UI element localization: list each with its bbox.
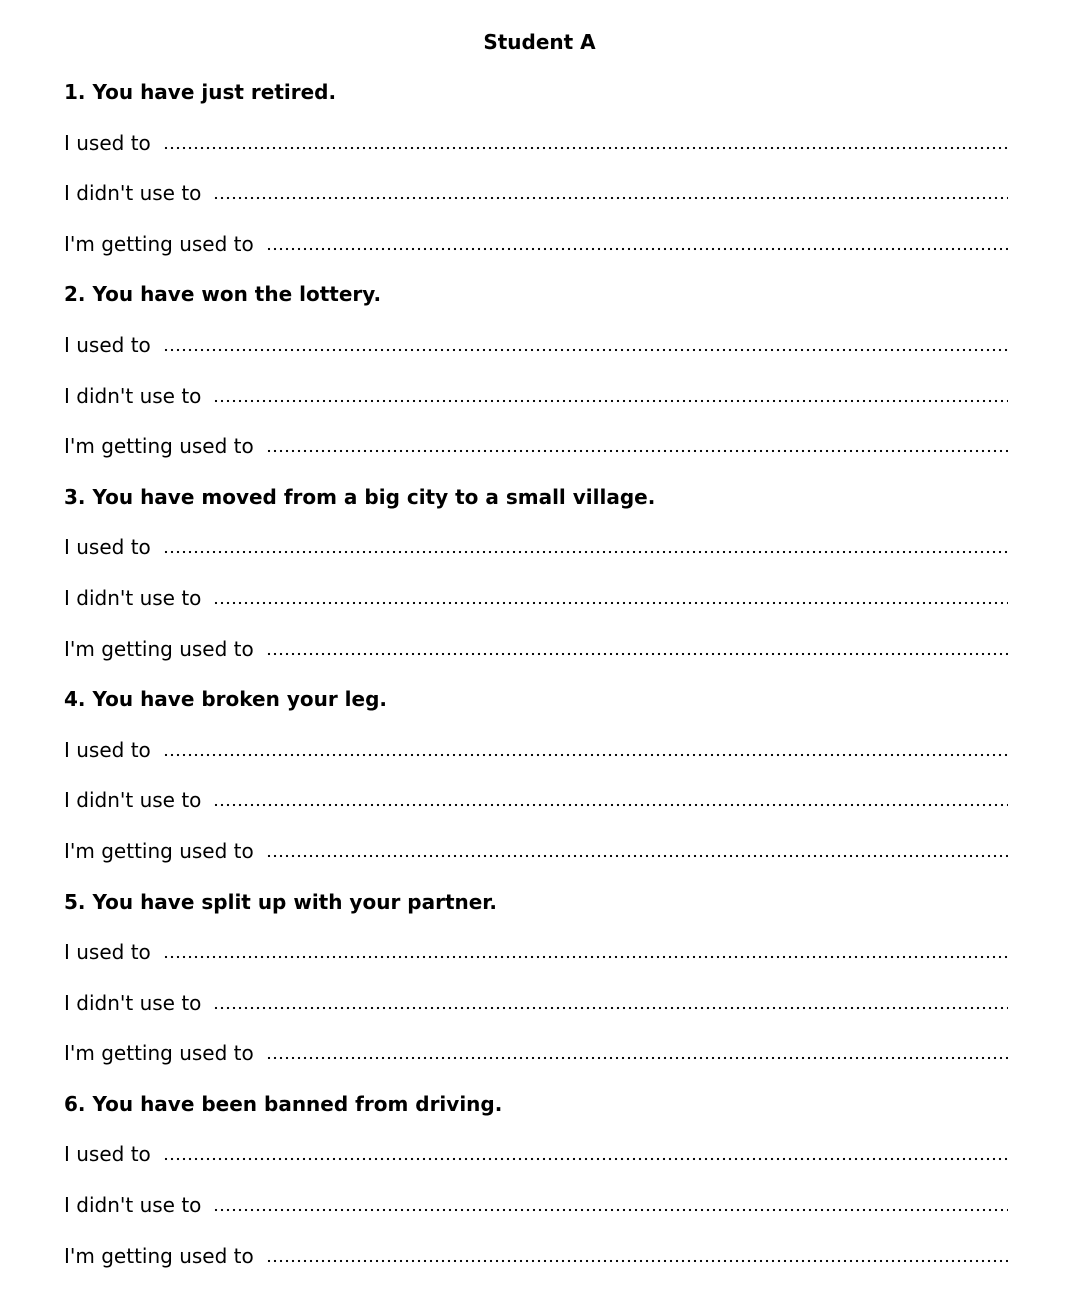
answer-blank[interactable] [213, 1207, 1008, 1213]
answer-blank[interactable] [266, 651, 1008, 657]
answer-line [64, 1191, 1008, 1219]
answer-line [64, 1140, 1008, 1168]
answer-blank[interactable] [163, 347, 1008, 353]
answer-line [64, 179, 1008, 207]
question-section [64, 78, 1008, 258]
question-heading: 2. You have won the lottery. [64, 282, 382, 307]
answer-line [64, 837, 1008, 865]
question-section [64, 888, 1008, 1068]
question-heading: 1. You have just retired. [64, 80, 337, 104]
question-section [64, 1090, 1008, 1270]
answer-line [64, 1039, 1008, 1067]
answer-line [64, 533, 1008, 561]
question-section [64, 280, 1008, 460]
prompt-label: I didn't use to [64, 383, 202, 408]
answer-line [64, 989, 1008, 1017]
answer-blank[interactable] [163, 752, 1008, 758]
answer-blank[interactable] [266, 246, 1008, 252]
answer-blank[interactable] [213, 600, 1008, 606]
answer-line [64, 584, 1008, 612]
prompt-label: I used to [64, 130, 151, 155]
answer-line [64, 432, 1008, 460]
answer-blank[interactable] [213, 1005, 1008, 1011]
prompt-label: I didn't use to [64, 181, 202, 206]
prompt-label: I'm getting used to [64, 1243, 254, 1268]
answer-blank[interactable] [163, 954, 1008, 960]
worksheet-title: Student A [483, 30, 596, 54]
worksheet-content [64, 78, 1008, 1292]
answer-blank[interactable] [266, 1055, 1008, 1061]
question-section [64, 685, 1008, 865]
answer-line [64, 129, 1008, 157]
prompt-label: I used to [64, 332, 151, 357]
answer-line [64, 230, 1008, 258]
answer-line [64, 382, 1008, 410]
question-heading: 5. You have split up with your partner. [64, 889, 497, 914]
answer-blank[interactable] [266, 1258, 1008, 1264]
answer-blank[interactable] [163, 1156, 1008, 1162]
prompt-label: I'm getting used to [64, 434, 254, 459]
prompt-label: I didn't use to [64, 1193, 202, 1218]
prompt-label: I didn't use to [64, 990, 202, 1015]
prompt-label: I'm getting used to [64, 1041, 254, 1066]
prompt-label: I used to [64, 1142, 151, 1167]
answer-line [64, 938, 1008, 966]
answer-blank[interactable] [213, 195, 1008, 201]
prompt-label: I didn't use to [64, 585, 202, 610]
answer-line [64, 331, 1008, 359]
prompt-label: I used to [64, 940, 151, 965]
prompt-label: I'm getting used to [64, 231, 254, 256]
answer-blank[interactable] [163, 145, 1008, 151]
prompt-label: I'm getting used to [64, 636, 254, 661]
question-heading: 3. You have moved from a big city to a small village. [64, 484, 656, 509]
prompt-label: I used to [64, 535, 151, 560]
answer-line [64, 635, 1008, 663]
answer-blank[interactable] [213, 802, 1008, 808]
question-section [64, 483, 1008, 663]
answer-blank[interactable] [163, 549, 1008, 555]
answer-blank[interactable] [266, 448, 1008, 454]
answer-blank[interactable] [266, 853, 1008, 859]
answer-line [64, 1242, 1008, 1270]
question-heading: 4. You have broken your leg. [64, 687, 387, 712]
answer-line [64, 736, 1008, 764]
prompt-label: I didn't use to [64, 788, 202, 813]
answer-blank[interactable] [213, 398, 1008, 404]
prompt-label: I used to [64, 737, 151, 762]
prompt-label: I'm getting used to [64, 838, 254, 863]
answer-line [64, 786, 1008, 814]
question-heading: 6. You have been banned from driving. [64, 1091, 503, 1116]
